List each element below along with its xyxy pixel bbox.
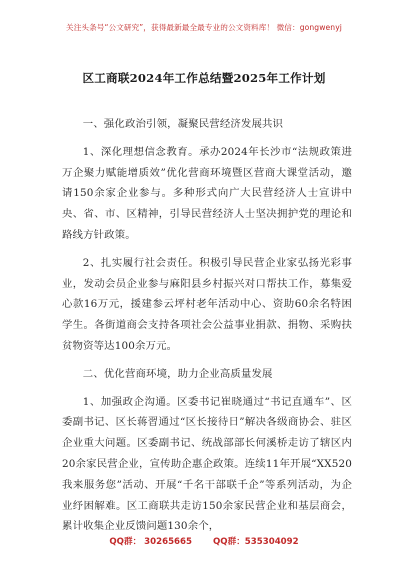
document-title: 区工商联2024年工作总结暨2025年工作计划 xyxy=(82,71,326,85)
paragraph-1: 1、深化理想信念教育。承办2024年长沙市“法规政策进万企聚力赋能增质效”优化营商环境暨区营商大课堂活动，邀请150余家企业参与。多种形式向广大民营经济人士宣讲中央、省、市、区精神，引导民营经济人士坚决拥护党的理论和路线方针政策。 xyxy=(62,145,352,241)
paragraph-2: 2、扎实履行社会责任。积极引导民营企业家弘扬光彩事业，发动会员企业参与麻阳县乡村振兴对口帮扶工作，募集爱心款16万元，援建参云坪村老年活动中心、资助60余名特困学生。各街道商会支持各项社会公益事业捐款、捐物、采购扶贫物资等达100余万元。 xyxy=(62,256,352,352)
footer-contacts xyxy=(0,535,408,547)
section-heading-1: 一、强化政治引领，凝聚民营经济发展共识 xyxy=(82,118,284,130)
header-banner: 关注头条号“公文研究”，获得最新最全最专业的公文资料库！ 微信：gongwenyj xyxy=(66,23,342,32)
footer-qq-group-2: QQ群：535304092 xyxy=(213,537,299,547)
footer-qq-group-1: QQ群： 30265665 xyxy=(109,537,192,547)
paragraph-3: 1、加强政企沟通。区委书记崔晓通过“书记直通车”、区委副书记、区长蒋習通过“区长接待日”解决各级商协会、驻区企业重大问题。区委副书记、统战部部长何溪桥走访了辖区内20余家民营企业，宣传助企惠企政策。连续11年开展“XX520我来服务您”活动、开展“千名干部联千企”等系列活动，为企业纾困解难。区工商联共走访150余家民营企业和基层商会，累计收集企业反馈问题130余个， xyxy=(62,395,352,533)
section-heading-2: 二、优化营商环境，助力企业高质量发展 xyxy=(82,367,273,380)
document-body xyxy=(62,114,352,537)
